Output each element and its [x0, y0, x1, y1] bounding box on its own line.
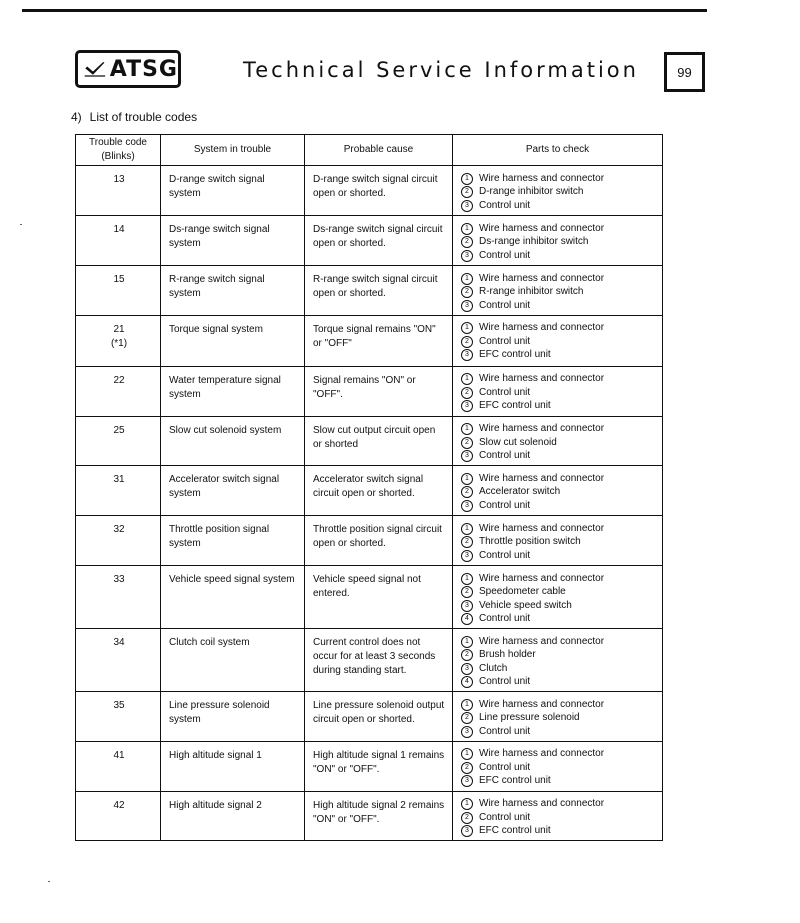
part-label: Wire harness and connector — [479, 522, 605, 534]
trouble-code: 34 — [113, 637, 125, 648]
trouble-code-cell — [76, 166, 161, 216]
part-label: Control unit — [479, 613, 531, 625]
circled-number-icon: 2 — [461, 437, 473, 449]
cause-cell: Current control does not occur for at least 3 seconds during standing start. — [305, 629, 453, 692]
part-item — [461, 676, 656, 690]
part-item — [461, 272, 656, 286]
section-number: 4) — [71, 110, 82, 124]
system-cell: Ds-range switch signal system — [161, 216, 305, 266]
circled-number-icon: 2 — [461, 336, 473, 348]
trouble-code: 33 — [113, 574, 125, 585]
part-item — [461, 486, 656, 500]
part-item — [461, 322, 656, 336]
system-cell: High altitude signal 2 — [161, 791, 305, 841]
circled-number-icon: 1 — [461, 636, 473, 648]
cause-cell: Vehicle speed signal not entered. — [305, 566, 453, 629]
parts-cell — [453, 166, 663, 216]
part-label: Control unit — [479, 499, 531, 511]
part-item — [461, 725, 656, 739]
parts-cell — [453, 629, 663, 692]
cause-cell: Throttle position signal circuit open or shorted. — [305, 516, 453, 566]
circled-number-icon: 2 — [461, 186, 473, 198]
circled-number-icon: 2 — [461, 812, 473, 824]
part-label: Ds-range inhibitor switch — [479, 236, 589, 248]
circled-number-icon: 2 — [461, 712, 473, 724]
page-number: 99 — [677, 64, 692, 80]
part-item — [461, 536, 656, 550]
parts-cell — [453, 266, 663, 316]
part-label: Control unit — [479, 335, 531, 347]
part-item — [461, 436, 656, 450]
circled-number-icon: 3 — [461, 200, 473, 212]
parts-cell — [453, 566, 663, 629]
system-cell: Torque signal system — [161, 315, 305, 366]
table-body — [76, 166, 663, 841]
part-item — [461, 349, 656, 363]
circled-number-icon: 3 — [461, 600, 473, 612]
parts-cell — [453, 692, 663, 742]
circled-number-icon: 3 — [461, 450, 473, 462]
cause-cell: Ds-range switch signal circuit open or shorted. — [305, 216, 453, 266]
parts-cell — [453, 466, 663, 516]
circled-number-icon: 2 — [461, 486, 473, 498]
trouble-code: 21 — [113, 323, 125, 335]
table-row — [76, 466, 663, 516]
table-row — [76, 516, 663, 566]
parts-cell — [453, 216, 663, 266]
trouble-code-cell — [76, 266, 161, 316]
system-cell: Vehicle speed signal system — [161, 566, 305, 629]
part-label: Control unit — [479, 811, 531, 823]
circled-number-icon: 2 — [461, 236, 473, 248]
circled-number-icon: 3 — [461, 250, 473, 262]
circled-number-icon: 1 — [461, 423, 473, 435]
system-cell: Water temperature signal system — [161, 366, 305, 416]
part-item — [461, 586, 656, 600]
section-title: List of trouble codes — [89, 110, 198, 124]
table-row — [76, 566, 663, 629]
part-item — [461, 798, 656, 812]
part-item — [461, 761, 656, 775]
part-item — [461, 712, 656, 726]
page-number-box — [664, 52, 705, 92]
part-item — [461, 249, 656, 263]
circled-number-icon: 3 — [461, 663, 473, 675]
circled-number-icon: 3 — [461, 726, 473, 738]
table-row — [76, 315, 663, 366]
circled-number-icon: 1 — [461, 173, 473, 185]
trouble-code-table — [75, 134, 663, 841]
trouble-code-cell — [76, 629, 161, 692]
circled-number-icon: 1 — [461, 473, 473, 485]
part-label: Wire harness and connector — [479, 472, 605, 484]
table-row — [76, 266, 663, 316]
part-item — [461, 222, 656, 236]
part-label: R-range inhibitor switch — [479, 286, 584, 298]
part-label: Wire harness and connector — [479, 798, 605, 810]
part-item — [461, 662, 656, 676]
part-label: Wire harness and connector — [479, 272, 605, 284]
part-item — [461, 599, 656, 613]
page-title: Technical Service Information — [243, 58, 639, 82]
cause-cell: Torque signal remains "ON" or "OFF" — [305, 315, 453, 366]
part-item — [461, 172, 656, 186]
parts-cell — [453, 791, 663, 841]
part-label: Wire harness and connector — [479, 373, 605, 385]
parts-cell — [453, 741, 663, 791]
part-item — [461, 450, 656, 464]
part-item — [461, 499, 656, 513]
part-label: Wire harness and connector — [479, 322, 605, 334]
circled-number-icon: 3 — [461, 500, 473, 512]
cause-cell: R-range switch signal circuit open or shorted. — [305, 266, 453, 316]
part-item — [461, 335, 656, 349]
circled-number-icon: 2 — [461, 586, 473, 598]
table-header-row — [76, 135, 663, 166]
trouble-code: 13 — [113, 174, 125, 185]
trouble-code: 41 — [113, 749, 125, 761]
circled-number-icon: 2 — [461, 649, 473, 661]
part-item — [461, 472, 656, 486]
trouble-code: 14 — [113, 224, 125, 235]
table-row — [76, 216, 663, 266]
part-label: Vehicle speed switch — [479, 599, 572, 611]
circled-number-icon: 3 — [461, 400, 473, 412]
part-label: Accelerator switch — [479, 486, 561, 498]
part-label: Control unit — [479, 725, 531, 737]
trouble-code-cell — [76, 366, 161, 416]
scan-speck — [48, 881, 50, 882]
trouble-code: 22 — [113, 374, 125, 386]
part-label: EFC control unit — [479, 825, 551, 837]
part-label: Control unit — [479, 761, 531, 773]
part-item — [461, 748, 656, 762]
circled-number-icon: 4 — [461, 613, 473, 625]
part-label: Line pressure solenoid — [479, 712, 580, 724]
part-item — [461, 423, 656, 437]
trouble-code-cell — [76, 315, 161, 366]
part-label: Brush holder — [479, 649, 536, 661]
part-item — [461, 400, 656, 414]
part-label: Wire harness and connector — [479, 222, 605, 234]
part-item — [461, 236, 656, 250]
trouble-code-cell — [76, 741, 161, 791]
circled-number-icon: 2 — [461, 536, 473, 548]
part-label: EFC control unit — [479, 775, 551, 787]
trouble-code: 31 — [113, 474, 125, 485]
header-cause: Probable cause — [305, 135, 453, 166]
parts-cell — [453, 315, 663, 366]
part-item — [461, 299, 656, 313]
part-item — [461, 186, 656, 200]
part-label: Control unit — [479, 450, 531, 462]
part-item — [461, 199, 656, 213]
part-label: Wire harness and connector — [479, 572, 605, 584]
part-label: Speedometer cable — [479, 586, 566, 598]
cause-cell: High altitude signal 2 remains "ON" or "OFF". — [305, 791, 453, 841]
part-label: Clutch — [479, 662, 508, 674]
part-label: Wire harness and connector — [479, 423, 605, 435]
circled-number-icon: 3 — [461, 825, 473, 837]
checkmark-logo-icon — [84, 56, 106, 82]
trouble-code-cell — [76, 416, 161, 466]
part-item — [461, 572, 656, 586]
table-row — [76, 366, 663, 416]
cause-cell: D-range switch signal circuit open or shorted. — [305, 166, 453, 216]
system-cell: D-range switch signal system — [161, 166, 305, 216]
cause-cell: Line pressure solenoid output circuit open or shorted. — [305, 692, 453, 742]
system-cell: Clutch coil system — [161, 629, 305, 692]
part-item — [461, 698, 656, 712]
trouble-code: 15 — [113, 274, 125, 285]
part-label: Control unit — [479, 199, 531, 211]
circled-number-icon: 1 — [461, 273, 473, 285]
trouble-code: 35 — [113, 700, 125, 711]
table-row — [76, 416, 663, 466]
system-cell: Throttle position signal system — [161, 516, 305, 566]
cause-cell: High altitude signal 1 remains "ON" or "OFF". — [305, 741, 453, 791]
header-trouble-code — [76, 135, 161, 166]
part-label: Control unit — [479, 249, 531, 261]
trouble-code: 42 — [113, 799, 125, 811]
circled-number-icon: 4 — [461, 676, 473, 688]
circled-number-icon: 3 — [461, 775, 473, 787]
circled-number-icon: 1 — [461, 798, 473, 810]
table-row — [76, 629, 663, 692]
system-cell: High altitude signal 1 — [161, 741, 305, 791]
atsg-logo — [75, 50, 181, 88]
circled-number-icon: 3 — [461, 349, 473, 361]
part-label: Control unit — [479, 549, 531, 561]
part-label: Wire harness and connector — [479, 748, 605, 760]
circled-number-icon: 1 — [461, 699, 473, 711]
logo-text: ATSG — [109, 56, 178, 82]
part-label: Wire harness and connector — [479, 172, 605, 184]
circled-number-icon: 2 — [461, 762, 473, 774]
trouble-code-cell — [76, 466, 161, 516]
section-heading — [71, 110, 197, 124]
part-item — [461, 649, 656, 663]
circled-number-icon: 1 — [461, 748, 473, 760]
trouble-code-note: (*1) — [110, 337, 128, 349]
part-label: Throttle position switch — [479, 536, 581, 548]
trouble-code-cell — [76, 566, 161, 629]
system-cell: Slow cut solenoid system — [161, 416, 305, 466]
part-item — [461, 775, 656, 789]
system-cell: R-range switch signal system — [161, 266, 305, 316]
circled-number-icon: 3 — [461, 550, 473, 562]
part-item — [461, 373, 656, 387]
cause-cell: Accelerator switch signal circuit open or shorted. — [305, 466, 453, 516]
part-label: Control unit — [479, 676, 531, 688]
circled-number-icon: 1 — [461, 322, 473, 334]
circled-number-icon: 1 — [461, 223, 473, 235]
part-label: Control unit — [479, 386, 531, 398]
header-code-line1: Trouble code — [89, 137, 147, 148]
table-row — [76, 692, 663, 742]
trouble-code: 32 — [113, 524, 125, 535]
cause-cell: Slow cut output circuit open or shorted — [305, 416, 453, 466]
part-item — [461, 522, 656, 536]
part-label: Wire harness and connector — [479, 635, 605, 647]
top-rule — [22, 9, 707, 12]
circled-number-icon: 1 — [461, 523, 473, 535]
system-cell: Accelerator switch signal system — [161, 466, 305, 516]
header-parts: Parts to check — [453, 135, 663, 166]
table-row — [76, 166, 663, 216]
trouble-code: 25 — [113, 424, 125, 436]
part-label: Control unit — [479, 299, 531, 311]
trouble-code-cell — [76, 791, 161, 841]
part-item — [461, 825, 656, 839]
circled-number-icon: 1 — [461, 373, 473, 385]
part-item — [461, 386, 656, 400]
part-label: EFC control unit — [479, 349, 551, 361]
header-system: System in trouble — [161, 135, 305, 166]
circled-number-icon: 3 — [461, 300, 473, 312]
circled-number-icon: 2 — [461, 387, 473, 399]
parts-cell — [453, 366, 663, 416]
table-row — [76, 741, 663, 791]
part-label: Wire harness and connector — [479, 698, 605, 710]
scan-speck — [20, 224, 22, 225]
circled-number-icon: 1 — [461, 573, 473, 585]
part-item — [461, 811, 656, 825]
circled-number-icon: 2 — [461, 286, 473, 298]
header-code-line2: (Blinks) — [101, 151, 135, 162]
cause-cell: Signal remains "ON" or "OFF". — [305, 366, 453, 416]
part-item — [461, 549, 656, 563]
system-cell: Line pressure solenoid system — [161, 692, 305, 742]
part-item — [461, 635, 656, 649]
parts-cell — [453, 516, 663, 566]
trouble-code-cell — [76, 516, 161, 566]
part-item — [461, 286, 656, 300]
part-label: Slow cut solenoid — [479, 436, 557, 448]
parts-cell — [453, 416, 663, 466]
trouble-code-cell — [76, 692, 161, 742]
table-row — [76, 791, 663, 841]
part-label: D-range inhibitor switch — [479, 186, 584, 198]
part-label: EFC control unit — [479, 400, 551, 412]
part-item — [461, 613, 656, 627]
trouble-code-cell — [76, 216, 161, 266]
